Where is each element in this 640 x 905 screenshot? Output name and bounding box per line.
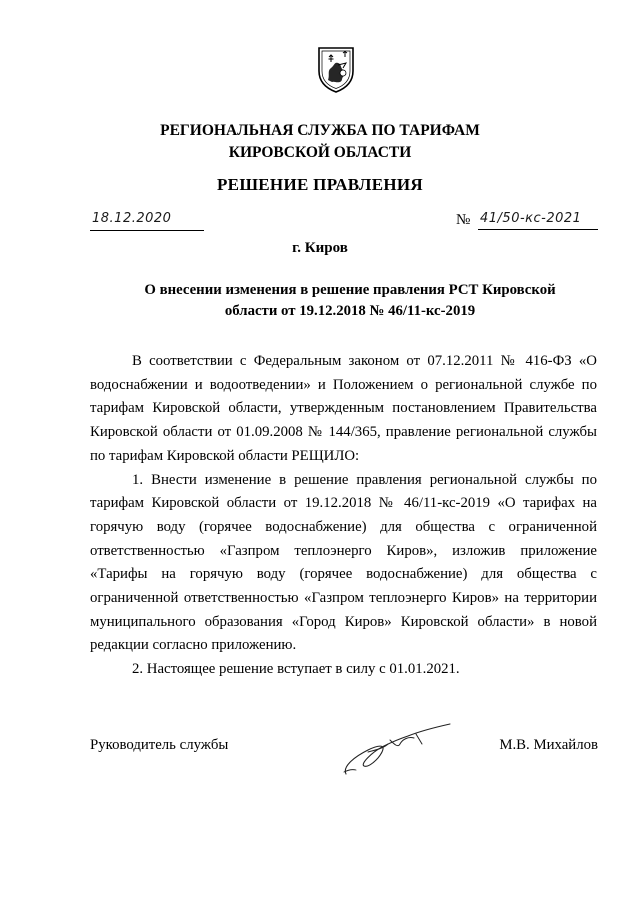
number-underline: [478, 229, 598, 230]
body-paragraph-preamble: В соответствии с Федеральным законом от 07.12.2011 № 416-ФЗ «О водоснабжении и водоотведении» и Положением о региональной службе по тарифам Кировской области, утвержденным постановлением Правительства Кировской области от 01.09.2008 № 144/365, правление региональной службы по тарифам Кировской области РЕЩИЛО:: [90, 353, 597, 464]
body-paragraph-item-1: 1. Внести изменение в решение правления региональной службы по тарифам Кировской области от 19.12.2018 № 46/11-кс-2019 «О тарифах на горячую воду (горячее водоснабжение) для общества с ограниченной ответственностью «Газпром теплоэнерго Киров», изложив приложение «Тарифы на горячую воду (горячее водоснабжение) для общества с ограниченной ответственностью «Газпром теплоэнерго Киров» на территории муниципального образования «Город Киров» Кировской области» в новой редакции согласно приложению.: [90, 471, 597, 654]
organization-line-2: КИРОВСКОЙ ОБЛАСТИ: [228, 144, 412, 161]
handwritten-signature-icon: [338, 722, 478, 782]
organization-name: [0, 120, 640, 164]
organization-line-1: РЕГИОНАЛЬНАЯ СЛУЖБА ПО ТАРИФАМ: [160, 122, 480, 139]
number-sign: №: [456, 212, 471, 228]
date-field: [90, 210, 204, 231]
body-paragraph-item-2: 2. Настоящее решение вступает в силу с 01.01.2021.: [132, 661, 460, 678]
handwritten-date: 18.12.2020: [92, 211, 172, 226]
subject-line-2: области от 19.12.2018 № 46/11-кс-2019: [224, 303, 476, 319]
handwritten-number: 41/50-кс-2021: [480, 211, 582, 226]
subject-heading: [140, 280, 560, 322]
number-field: [456, 210, 598, 230]
subject-line-1: О внесении изменения в решение правления РСТ Кировской: [144, 282, 556, 298]
document-type-title: РЕШЕНИЕ ПРАВЛЕНИЯ: [217, 175, 423, 194]
kirov-coat-of-arms-icon: [316, 45, 356, 93]
signer-role: Руководитель службы: [90, 737, 229, 753]
body-text: [90, 350, 597, 682]
city: г. Киров: [292, 240, 348, 256]
signer-name: М.В. Михайлов: [499, 737, 598, 753]
